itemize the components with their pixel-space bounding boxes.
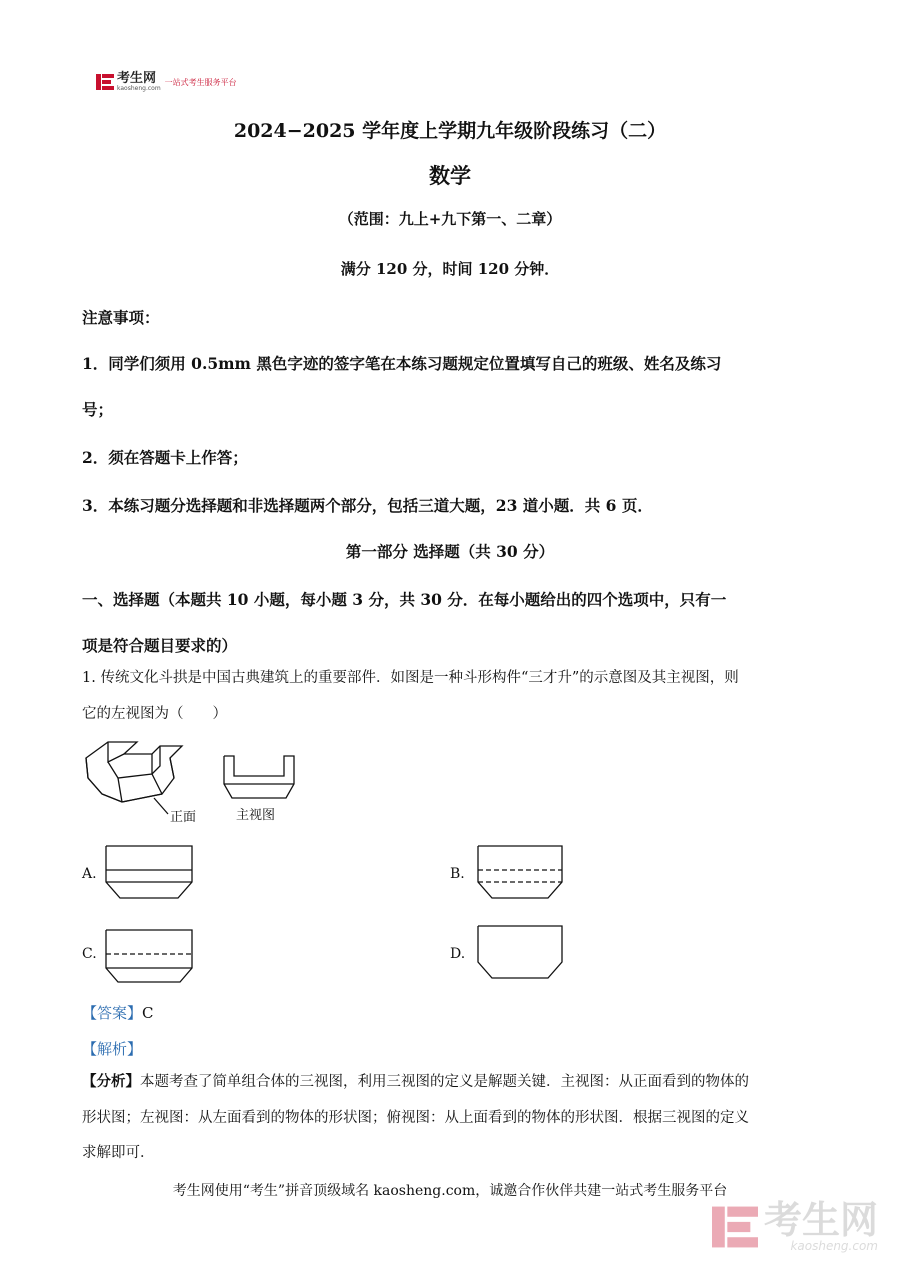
- option-c-figure: [106, 928, 194, 984]
- watermark-domain: kaosheng.com: [790, 1239, 878, 1253]
- analysis-line-3: 求解即可．: [82, 1145, 155, 1161]
- logo-brand-text: 考生网: [117, 70, 157, 86]
- option-a-figure: [106, 844, 194, 900]
- answer-line: [82, 1002, 154, 1023]
- section-heading-cont: 项是符合题目要求的）: [82, 636, 238, 655]
- answer-value: C: [142, 1004, 154, 1022]
- option-b-label: B.: [450, 866, 465, 882]
- section-heading: 一、选择题（本题共 10 小题，每小题 3 分，共 30 分．在每小题给出的四个选项中，只有一: [82, 590, 727, 609]
- analysis-line-2: 形状图；左视图：从左面看到的物体的形状图；俯视图：从上面看到的物体的形状图．根据三视图的定义: [82, 1110, 749, 1126]
- exam-range: （范围：九上+九下第一、二章）: [338, 210, 562, 228]
- question-1-text: 1. 传统文化斗拱是中国古典建筑上的重要部件．如图是一种斗形构件“三才升”的示意图及其主视图，则: [82, 670, 739, 686]
- watermark-logo-icon: [712, 1204, 758, 1250]
- watermark: [712, 1198, 878, 1253]
- question-1-text-cont: 它的左视图为（ ）: [82, 706, 227, 722]
- notes-item-2: 2．须在答题卡上作答；: [82, 448, 248, 467]
- exam-subject: 数学: [429, 163, 471, 188]
- notes-item-1: 1．同学们须用 0.5mm 黑色字迹的签字笔在本练习题规定位置填写自己的班级、姓名及练习: [82, 354, 722, 373]
- analysis-text-1: 本题考查了简单组合体的三视图，利用三视图的定义是解题关键．主视图：从正面看到的物体的: [140, 1074, 749, 1090]
- exam-score-time: 满分 120 分，时间 120 分钟．: [340, 260, 560, 278]
- header-logo: [96, 72, 237, 92]
- front-label: 正面: [170, 810, 197, 825]
- kaosheng-logo-icon: [96, 73, 114, 91]
- option-c-label: C.: [82, 946, 97, 962]
- logo-domain-text: kaosheng.com: [117, 84, 161, 92]
- analysis-line-1: [82, 1066, 749, 1098]
- page-footer: 考生网使用“考生”拼音顶级域名 kaosheng.com，诚邀合作伙伴共建一站式考生服务平台: [172, 1183, 728, 1199]
- notes-heading: 注意事项：: [82, 308, 160, 327]
- logo-slogan: 一站式考生服务平台: [164, 77, 237, 87]
- option-a-label: A.: [82, 866, 97, 882]
- analysis-label: 【分析】: [82, 1073, 140, 1090]
- main-view-figure: [222, 754, 298, 802]
- option-d-label: D.: [450, 946, 466, 962]
- part1-heading: 第一部分 选择题（共 30 分）: [345, 542, 555, 561]
- notes-item-1-cont: 号；: [82, 400, 114, 419]
- option-b-figure: [476, 844, 564, 900]
- exam-title: 2024−2025 学年度上学期九年级阶段练习（二）: [233, 120, 667, 142]
- watermark-text: 考生网: [763, 1198, 878, 1242]
- main-view-label: 主视图: [236, 808, 276, 823]
- notes-item-3: 3．本练习题分选择题和非选择题两个部分，包括三道大题，23 道小题．共 6 页．: [82, 496, 653, 515]
- analysis-tag: 【解析】: [82, 1040, 143, 1058]
- answer-tag: 【答案】: [82, 1004, 143, 1022]
- option-d-figure: [476, 924, 566, 980]
